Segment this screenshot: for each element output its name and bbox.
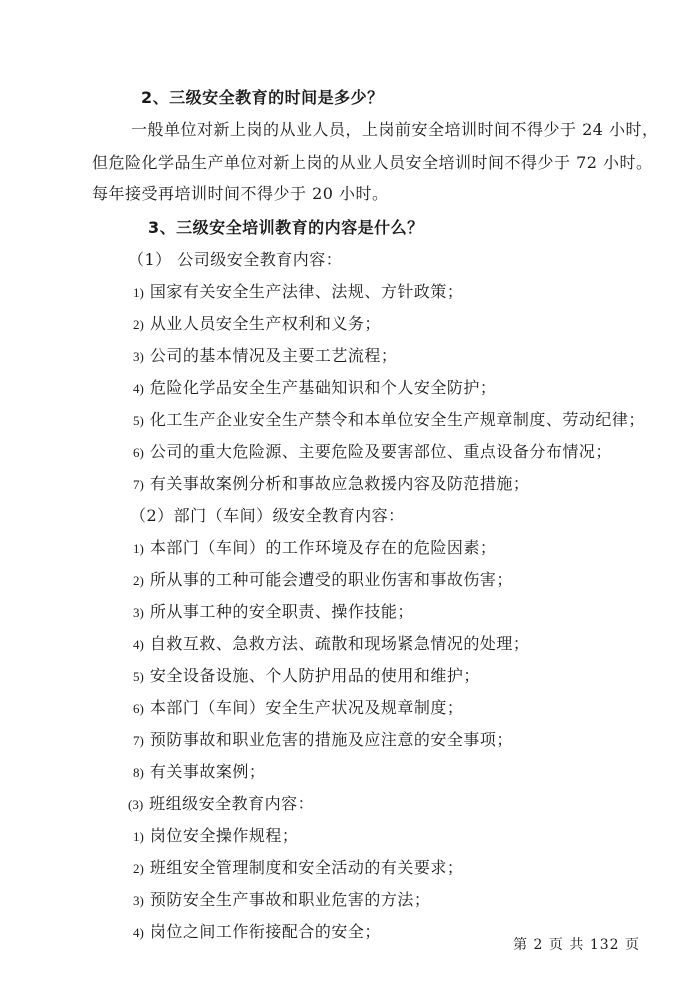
team-level-heading: (3) 班组级安全教育内容： — [128, 794, 315, 813]
list-item: 5) 安全设备设施、个人防护用品的使用和维护； — [133, 666, 480, 685]
company-level-heading: （1） 公司级安全教育内容： — [128, 250, 343, 269]
section-2-paragraph-line-2: 但危险化学品生产单位对新上岗的从业人员安全培训时间不得少于 72 小时。 — [92, 153, 653, 172]
list-item: 2) 班组安全管理制度和安全活动的有关要求； — [133, 858, 464, 877]
list-item: 3) 公司的基本情况及主要工艺流程； — [133, 346, 398, 365]
list-item: 4) 自救互救、急救方法、疏散和现场紧急情况的处理； — [133, 634, 530, 653]
section-3-heading: 3、三级安全培训教育的内容是什么？ — [148, 218, 424, 237]
list-item: 4) 岗位之间工作衔接配合的安全； — [133, 922, 381, 941]
list-item: 6) 公司的重大危险源、主要危险及要害部位、重点设备分布情况； — [133, 442, 612, 461]
list-item: 2) 从业人员安全生产权利和义务； — [133, 314, 381, 333]
department-level-heading: （2）部门（车间）级安全教育内容： — [130, 506, 405, 525]
list-item: 7) 预防事故和职业危害的措施及应注意的安全事项； — [133, 730, 513, 749]
list-item: 3) 预防安全生产事故和职业危害的方法； — [133, 890, 431, 909]
list-item: 8) 有关事故案例； — [133, 762, 266, 781]
list-item: 1) 本部门（车间）的工作环境及存在的危险因素； — [133, 538, 497, 557]
list-item: 6) 本部门（车间）安全生产状况及规章制度； — [133, 698, 464, 717]
list-item: 1) 岗位安全操作规程； — [133, 826, 299, 845]
section-2-paragraph-line-1: 一般单位对新上岗的从业人员，上岗前安全培训时间不得少于 24 小时， — [131, 120, 659, 139]
section-2-paragraph-line-3: 每年接受再培训时间不得少于 20 小时。 — [92, 184, 389, 203]
list-item: 2) 所从事的工种可能会遭受的职业伤害和事故伤害； — [133, 570, 513, 589]
list-item: 5) 化工生产企业安全生产禁令和本单位安全生产规章制度、劳动纪律； — [133, 410, 645, 429]
section-2-heading: 2、三级安全教育的时间是多少？ — [141, 88, 384, 107]
list-item: 7) 有关事故案例分析和事故应急救援内容及防范措施； — [133, 474, 530, 493]
list-item: 1) 国家有关安全生产法律、法规、方针政策； — [133, 282, 464, 301]
list-item: 4) 危险化学品安全生产基础知识和个人安全防护； — [133, 378, 497, 397]
page-number-footer: 第 2 页 共 132 页 — [513, 937, 640, 953]
list-item: 3) 所从事工种的安全职责、操作技能； — [133, 602, 414, 621]
